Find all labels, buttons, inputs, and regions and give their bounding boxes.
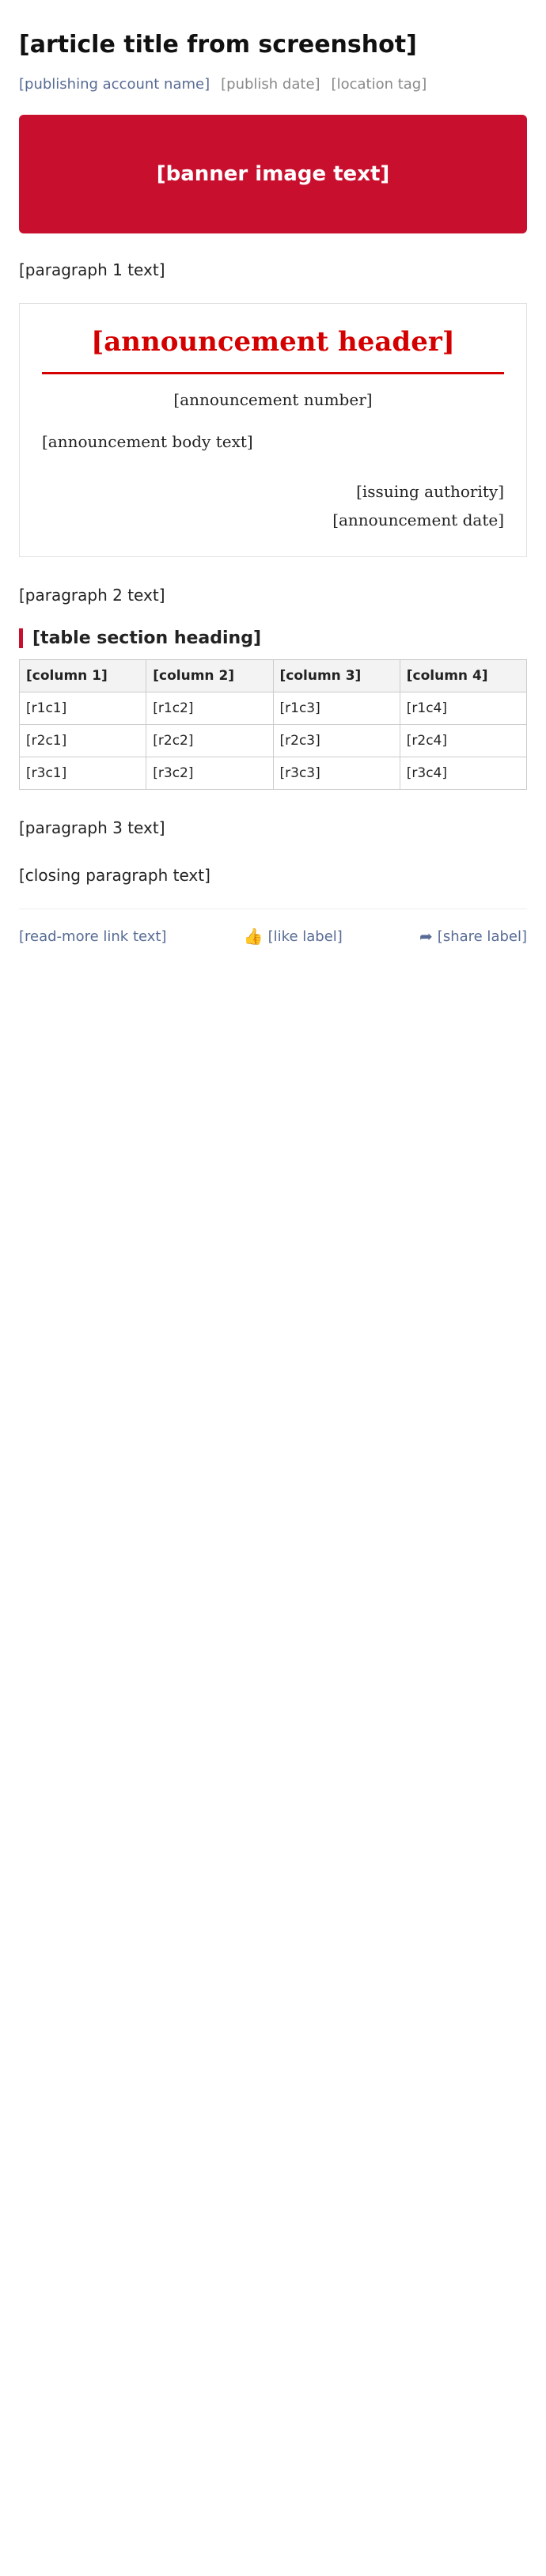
publish-date: [publish date] xyxy=(221,76,320,93)
article-footer-bar xyxy=(19,909,527,946)
article-title: [article title from screenshot] xyxy=(19,31,417,59)
table-cell: [r2c2] xyxy=(146,725,273,757)
article-meta xyxy=(19,76,527,93)
closing-paragraph: [closing paragraph text] xyxy=(19,866,210,885)
body-paragraph: [paragraph 2 text] xyxy=(19,586,165,605)
location-tag: [location tag] xyxy=(331,76,427,93)
column-header: [column 2] xyxy=(146,660,273,692)
standards-table xyxy=(19,659,527,790)
banner-text: [banner image text] xyxy=(156,162,390,186)
share-button[interactable] xyxy=(419,927,527,946)
table-cell: [r3c4] xyxy=(400,757,526,790)
read-more-link[interactable]: [read-more link text] xyxy=(19,928,167,945)
table-cell: [r3c2] xyxy=(146,757,273,790)
like-label: [like label] xyxy=(267,928,343,945)
header-banner xyxy=(19,115,527,233)
table-row xyxy=(20,692,527,725)
share-icon: ➦ xyxy=(419,927,433,946)
announcement-document xyxy=(19,303,527,557)
table-cell: [r1c4] xyxy=(400,692,526,725)
announcement-header: [announcement header] xyxy=(42,326,504,374)
table-cell: [r1c2] xyxy=(146,692,273,725)
table-row xyxy=(20,757,527,790)
table-cell: [r2c4] xyxy=(400,725,526,757)
table-section-heading: [table section heading] xyxy=(19,628,527,648)
like-button[interactable] xyxy=(244,927,343,946)
table-cell: [r2c1] xyxy=(20,725,146,757)
share-label: [share label] xyxy=(437,928,527,945)
column-header: [column 1] xyxy=(20,660,146,692)
announcement-number: [announcement number] xyxy=(173,390,373,409)
issuing-authority: [issuing authority] xyxy=(356,482,504,501)
column-header: [column 4] xyxy=(400,660,526,692)
table-cell: [r1c3] xyxy=(273,692,400,725)
table-cell: [r2c3] xyxy=(273,725,400,757)
table-cell: [r3c1] xyxy=(20,757,146,790)
body-paragraph: [paragraph 3 text] xyxy=(19,818,165,837)
announcement-date: [announcement date] xyxy=(332,510,504,529)
body-paragraph: [paragraph 1 text] xyxy=(19,260,165,279)
column-header: [column 3] xyxy=(273,660,400,692)
thumbs-up-icon: 👍 xyxy=(243,927,264,946)
table-cell: [r3c3] xyxy=(273,757,400,790)
announcement-body: [announcement body text] xyxy=(42,432,253,451)
account-name-link[interactable]: [publishing account name] xyxy=(19,76,210,93)
table-header-row xyxy=(20,660,527,692)
table-cell: [r1c1] xyxy=(20,692,146,725)
announcement-signature xyxy=(42,477,504,534)
table-row xyxy=(20,725,527,757)
